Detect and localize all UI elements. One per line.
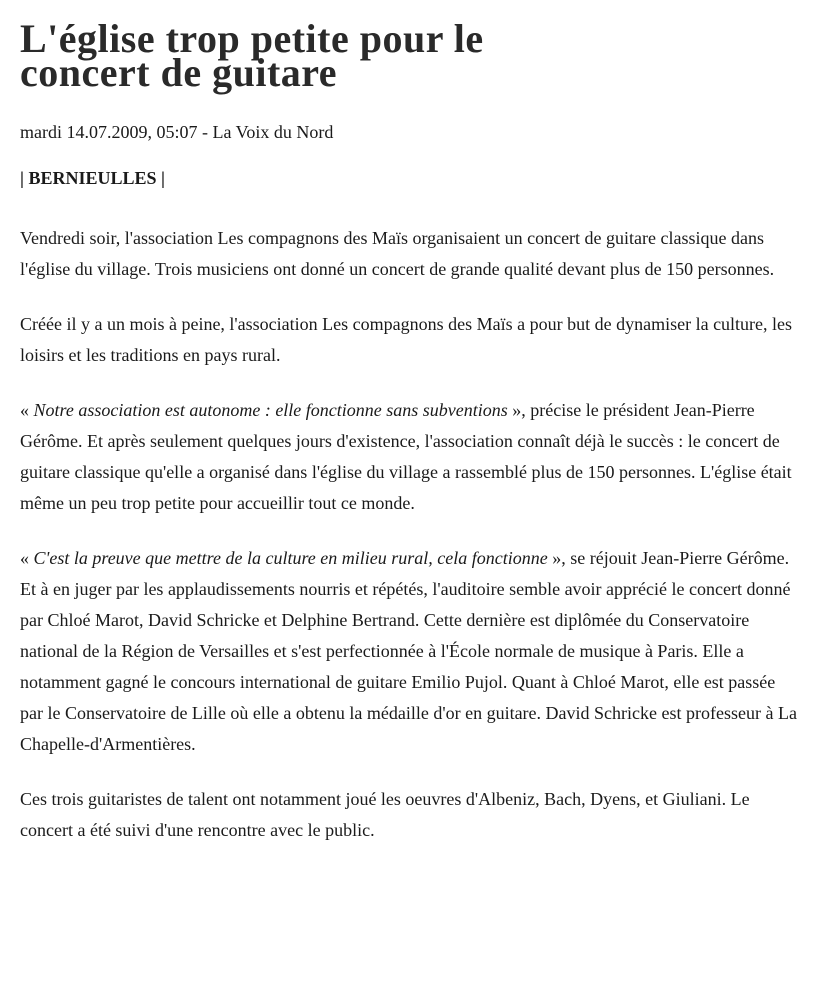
article-page (20, 0, 800, 846)
paragraph-5: Ces trois guitaristes de talent ont notamment joué les oeuvres d'Albeniz, Bach, Dyens, et Giuliani. Le concert a été suivi d'une rencontre avec le public. (20, 789, 750, 840)
paragraph-1: Vendredi soir, l'association Les compagnons des Maïs organisaient un concert de guitare classique dans l'église du village. Trois musiciens ont donné un concert de grande qualité devant plus de 150 personnes. (20, 228, 775, 279)
quote-open-mark: « (20, 400, 34, 420)
article-title-line-2: concert de guitare (20, 50, 338, 95)
paragraph-2: Créée il y a un mois à peine, l'association Les compagnons des Maïs a pour but de dynamiser la culture, les loisirs et les traditions en pays rural. (20, 314, 793, 365)
quote-open-mark: « (20, 548, 34, 568)
article-title-line-1: L'église trop petite pour le (20, 16, 484, 61)
paragraph-4-text: », se réjouit Jean-Pierre Gérôme. Et à en juger par les applaudissements nourris et répétés, l'auditoire semble avoir apprécié le concert donné par Chloé Marot, David Schricke et Delphine Bertrand. Cette dernière est diplômée du Conservatoire national de la Région de Versailles et s'est perfectionnée à l'École normale de musique à Paris. Elle a notamment gagné le concours international de guitare Emilio Pujol. Quant à Chloé Marot, elle est passée par le Conservatoire de Lille où elle a obtenu la médaille d'or en guitare. David Schricke est professeur à La Chapelle-d'Armentières. (20, 548, 797, 754)
quote-text: Notre association est autonome : elle fonctionne sans subventions (33, 400, 508, 420)
quote-text: C'est la preuve que mettre de la culture en milieu rural, cela fonctionne (33, 548, 548, 568)
article-dateline: mardi 14.07.2009, 05:07 - La Voix du Nord (20, 122, 334, 142)
article-title (20, 16, 800, 95)
paragraph-3-text: », précise le président Jean-Pierre Gérôme. Et après seulement quelques jours d'existence, l'association connaît déjà le succès : le concert de guitare classique qu'elle a organisé dans l'église du village a rassemblé plus de 150 personnes. L'église était même un peu trop petite pour accueillir tout ce monde. (20, 400, 792, 513)
paragraph-4 (20, 543, 800, 760)
paragraph-3 (20, 395, 800, 519)
article-location: | BERNIEULLES | (20, 168, 165, 188)
